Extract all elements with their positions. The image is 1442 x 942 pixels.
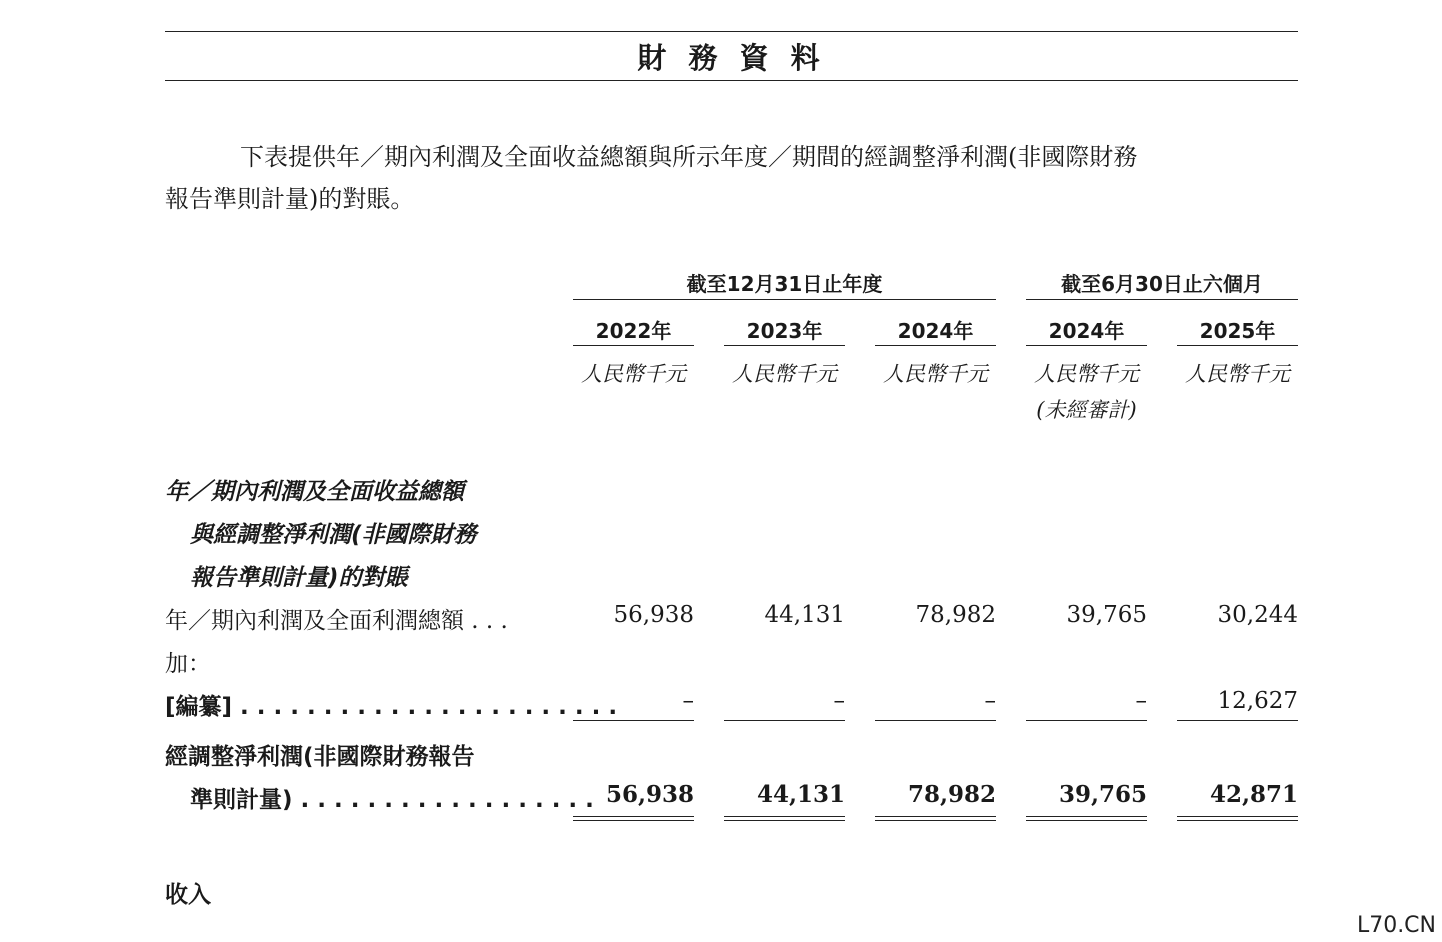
- col-year-2022: 2022年: [595, 319, 672, 343]
- row-adjusted-2023: 44,131: [756, 781, 845, 808]
- section-heading-line-1: 年／期內利潤及全面收益總額: [165, 479, 464, 505]
- row-redacted-2024: –: [984, 688, 996, 714]
- subtotal-rule-5: [1177, 720, 1298, 721]
- col-rule-1: [573, 345, 694, 346]
- section-heading-line-2: 與經調整淨利潤(非國際財務: [190, 522, 477, 548]
- col-rule-5: [1177, 345, 1298, 346]
- title-top-rule: [165, 31, 1298, 32]
- row-adjusted-2025-h1: 42,871: [1209, 781, 1298, 808]
- col-year-2023: 2023年: [746, 319, 823, 343]
- watermark: L70.CN: [1356, 913, 1436, 938]
- col-unit-4-note: (未經審計): [1036, 398, 1137, 422]
- total-double-rule-1: [573, 816, 694, 821]
- col-unit-5: 人民幣千元: [1185, 362, 1290, 386]
- col-year-2025-h1: 2025年: [1199, 319, 1276, 343]
- row-redacted-2025-h1: 12,627: [1217, 688, 1298, 714]
- page-title: 財 務 資 料: [637, 41, 826, 75]
- row-profit-2023: 44,131: [764, 602, 845, 628]
- group-header-annual: 截至12月31日止年度: [686, 272, 883, 296]
- subtotal-rule-4: [1026, 720, 1147, 721]
- row-adjusted-2024-h1: 39,765: [1058, 781, 1147, 808]
- row-redacted-2024-h1: –: [1135, 688, 1147, 714]
- title-bottom-rule: [165, 80, 1298, 81]
- group-header-annual-rule: [573, 299, 996, 300]
- row-redacted-2023: –: [833, 688, 845, 714]
- row-profit-2025-h1: 30,244: [1217, 602, 1298, 628]
- row-adjusted-label-line-2: 準則計量) . . . . . . . . . . . . . . . . . .: [190, 787, 594, 813]
- col-unit-4: 人民幣千元: [1034, 362, 1139, 386]
- row-add-label: 加：: [165, 651, 211, 677]
- total-double-rule-2: [724, 816, 845, 821]
- row-redacted-label: [編纂] . . . . . . . . . . . . . . . . . . . . . . .: [165, 694, 618, 720]
- col-rule-3: [875, 345, 996, 346]
- total-double-rule-4: [1026, 816, 1147, 821]
- col-unit-2: 人民幣千元: [732, 362, 837, 386]
- group-header-sixmonth-rule: [1026, 299, 1298, 300]
- group-header-sixmonth: 截至6月30日止六個月: [1061, 272, 1263, 296]
- total-double-rule-5: [1177, 816, 1298, 821]
- subtotal-rule-1: [573, 720, 694, 721]
- col-rule-4: [1026, 345, 1147, 346]
- col-unit-3: 人民幣千元: [883, 362, 988, 386]
- row-profit-2022: 56,938: [613, 602, 694, 628]
- intro-line-1: 下表提供年／期內利潤及全面收益總額與所示年度／期間的經調整淨利潤(非國際財務: [240, 143, 1138, 171]
- subtotal-rule-3: [875, 720, 996, 721]
- subtotal-rule-2: [724, 720, 845, 721]
- intro-line-2: 報告準則計量)的對賬。: [165, 185, 415, 213]
- total-double-rule-3: [875, 816, 996, 821]
- col-year-2024-h1: 2024年: [1048, 319, 1125, 343]
- col-rule-2: [724, 345, 845, 346]
- row-profit-2024-h1: 39,765: [1066, 602, 1147, 628]
- row-profit-2024: 78,982: [915, 602, 996, 628]
- section-revenue-heading: 收入: [165, 882, 211, 908]
- section-heading-line-3: 報告準則計量)的對賬: [190, 565, 408, 591]
- row-adjusted-2024: 78,982: [907, 781, 996, 808]
- row-adjusted-2022: 56,938: [605, 781, 694, 808]
- row-redacted-2022: –: [682, 688, 694, 714]
- row-profit-label: 年／期內利潤及全面利潤總額 . . .: [165, 608, 508, 634]
- row-adjusted-label-line-1: 經調整淨利潤(非國際財務報告: [165, 744, 475, 770]
- col-year-2024: 2024年: [897, 319, 974, 343]
- col-unit-1: 人民幣千元: [581, 362, 686, 386]
